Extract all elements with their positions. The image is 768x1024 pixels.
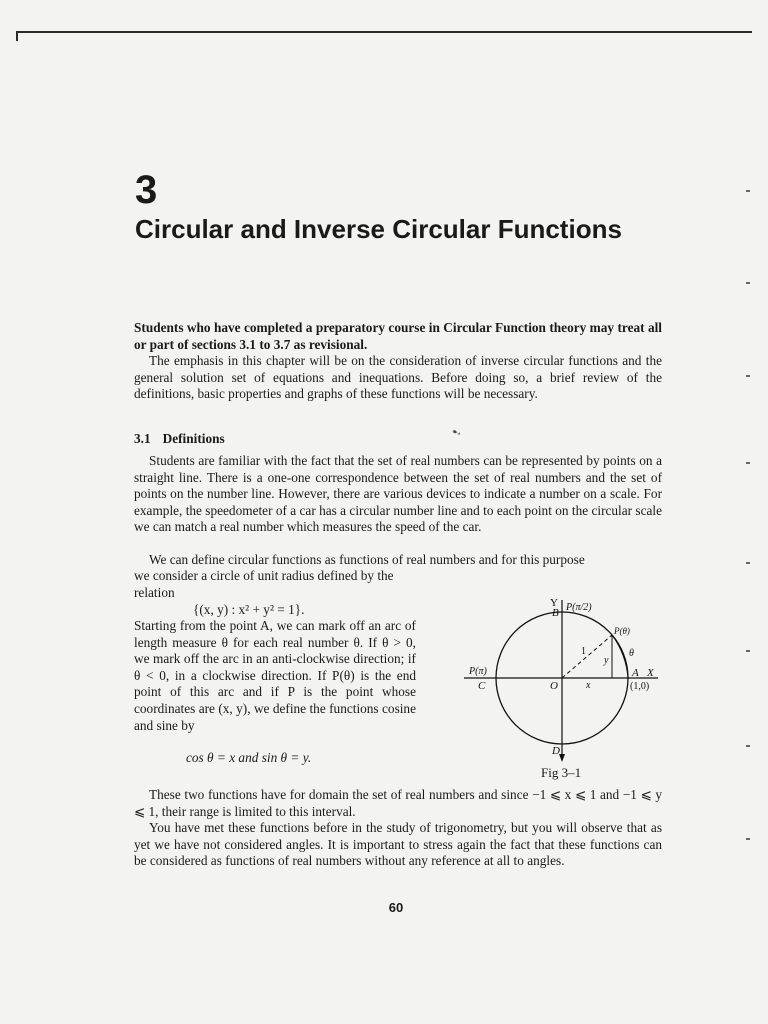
top-rule-tick (16, 31, 18, 41)
section-paragraph-1: Students are familiar with the fact that the set of real numbers can be represented by points on a straight line. There is a one-one correspondence between the set of real numbers and the set of points on the number line. However, there are various devices to indicate a number on a scale. For example, the speedometer of a car has a circular number line and to each point on the circular scale we can match a real number which measures the speed of the car. (134, 453, 662, 535)
label-y: y (604, 655, 609, 666)
label-b: B (552, 607, 559, 619)
chapter-number: 3 (135, 168, 158, 212)
label-a: A (632, 667, 639, 679)
margin-mark (746, 375, 750, 377)
label-p-pi: P(π) (469, 666, 487, 677)
smudge-mark: ➸ (449, 425, 464, 441)
figure-caption: Fig 3–1 (541, 765, 582, 780)
label-p-half-pi: P(π/2) (566, 602, 592, 613)
margin-mark (746, 838, 750, 840)
relation-equation: {(x, y) : x² + y² = 1}. (193, 602, 305, 617)
label-x-axis: X (647, 667, 654, 679)
label-one: 1 (581, 646, 586, 657)
intro-bold-paragraph: Students who have completed a preparatory course in Circular Function theory may treat all or part of sections 3.1 to 3.7 as revisional. (134, 320, 662, 352)
margin-mark (746, 462, 750, 464)
section-title: Definitions (162, 431, 225, 446)
margin-mark (746, 745, 750, 747)
label-origin: O (550, 680, 558, 692)
label-one-zero: (1,0) (630, 681, 650, 692)
section-paragraph-2-rest: we consider a circle of unit radius defined by the relation (134, 568, 394, 600)
unit-circle-figure (458, 588, 664, 778)
section-paragraph-4: These two functions have for domain the set of real numbers and since −1 ⩽ x ⩽ 1 and −1 ⩽ y ⩽ 1, their range is limited to this interval. (134, 787, 662, 819)
margin-mark (746, 190, 750, 192)
margin-mark (746, 562, 750, 564)
cos-sin-definition: cos θ = x and sin θ = y. (186, 750, 312, 765)
chapter-title: Circular and Inverse Circular Functions (135, 214, 622, 244)
margin-mark (746, 282, 750, 284)
margin-mark (746, 650, 750, 652)
top-rule (16, 31, 752, 33)
section-paragraph-3: Starting from the point A, we can mark off an arc of length measure θ for each real number θ. If θ > 0, we mark off the arc in an anti-clockwise direction; if θ < 0, in a clockwise direction. If P(θ) is the end point of this arc and if P is the point whose coordinates are (x, y), we define the functions cosine and sine by (134, 618, 416, 733)
intro-paragraph: The emphasis in this chapter will be on the consideration of inverse circular functions and the general solution set of equations and inequations. Before doing so, a brief review of the definitions, basic properties and graphs of these functions will be necessary. (134, 353, 662, 402)
label-p-theta: P(θ) (614, 626, 630, 636)
section-paragraph-5: You have met these functions before in the study of trigonometry, but you will observe that as yet we have not considered angles. It is important to stress again the fact that these functions can be considered as functions of real numbers without any reference at all to angles. (134, 820, 662, 869)
arc-theta (612, 635, 628, 678)
label-d: D (552, 745, 560, 757)
label-y-axis: Y (550, 597, 558, 609)
page-number: 60 (388, 900, 404, 915)
section-paragraph-2-lead: We can define circular functions as functions of real numbers and for this purpose (149, 552, 585, 567)
label-theta: θ (629, 648, 634, 659)
label-c: C (478, 680, 486, 692)
label-x: x (586, 680, 591, 691)
section-number: 3.1 (134, 431, 151, 446)
section-heading (134, 431, 237, 447)
